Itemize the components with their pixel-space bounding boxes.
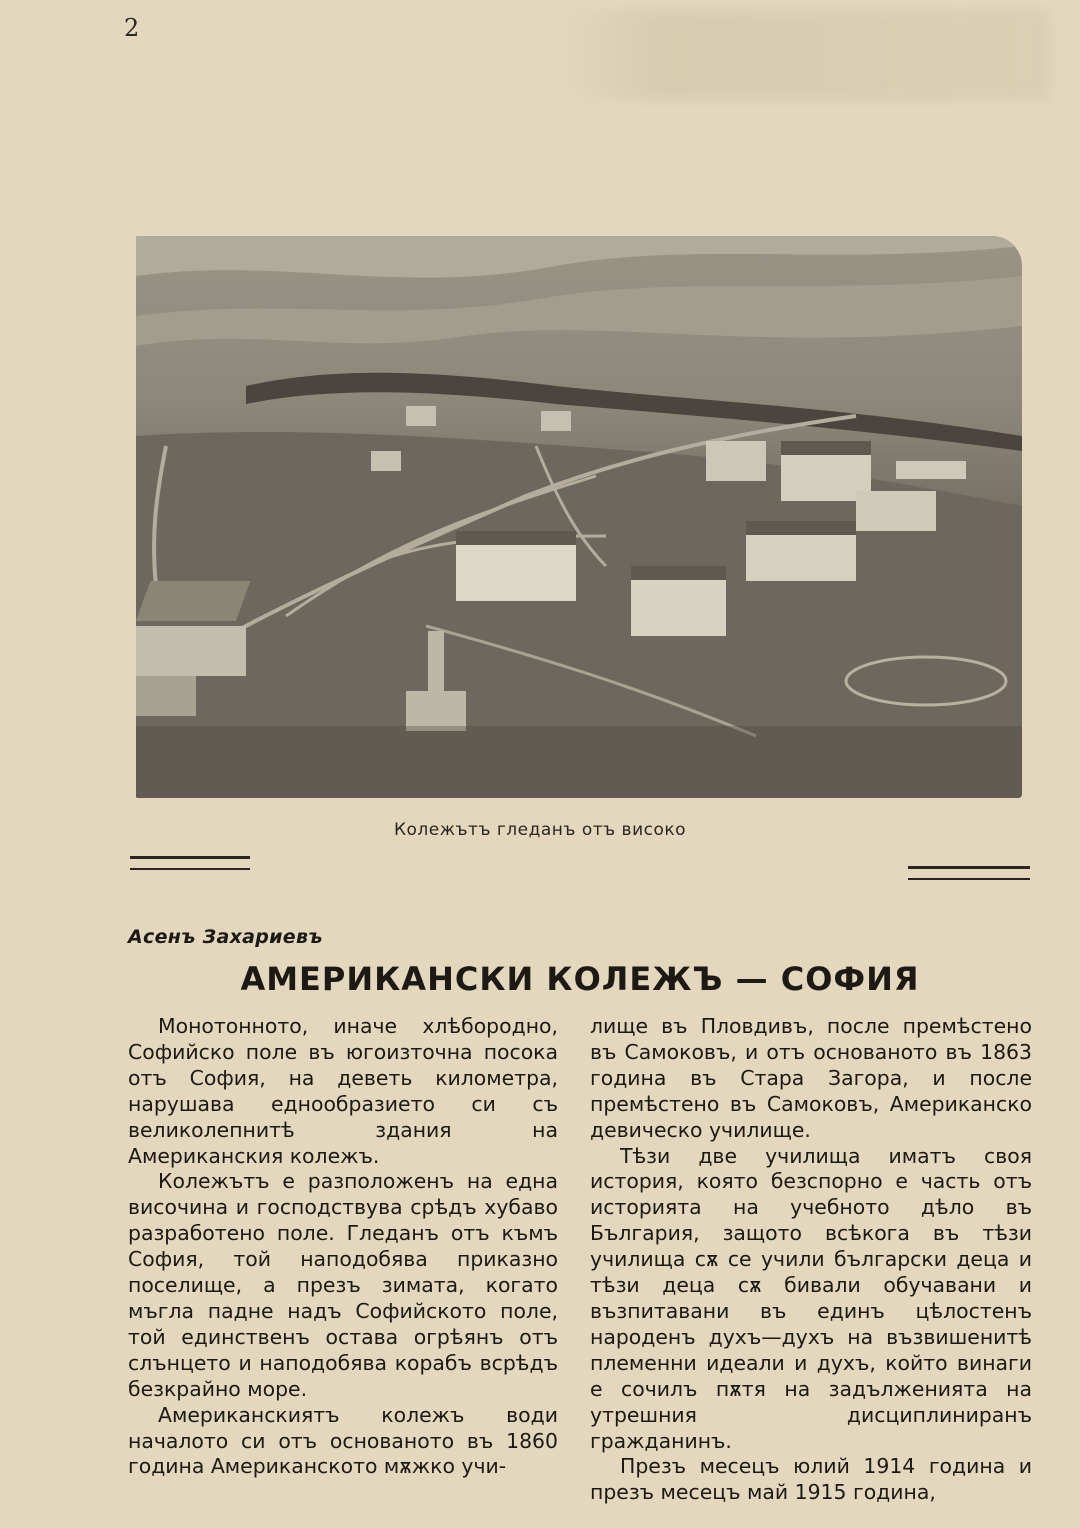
article-column-left: [128, 1014, 558, 1480]
photo-caption: Колежътъ гледанъ отъ високо: [393, 820, 687, 840]
paragraph: Американскиятъ колежъ води началото си отъ основаното въ 1860 година Американското мѫжко учи-: [128, 1402, 558, 1479]
page-number: 2: [124, 14, 140, 42]
paragraph: Колежътъ е разположенъ на една височина и господствува срѣдъ хубаво разработено поле. Гледанъ отъ къмъ София, той наподобява приказно поселище, а презъ зимата, когато мъгла падне надъ Софийското поле, той единственъ остава огрѣянъ отъ слънцето и наподобява корабъ всрѣдъ безкрайно море.: [128, 1169, 558, 1401]
article-title: АМЕРИКАНСКИ КОЛЕЖЪ — СОФИЯ: [240, 960, 920, 998]
article-author: Асенъ Захариевъ: [128, 926, 323, 948]
paragraph: Монотонното, иначе хлѣбородно, Софийско поле въ югоизточна посока отъ София, на деветь километра, нарушава еднообразието си съ великолепнитѣ здания на Американския колежъ.: [128, 1014, 558, 1168]
article-column-right: [590, 1014, 1032, 1506]
decorative-rule-left: [130, 856, 250, 870]
campus-aerial-photo: [136, 236, 1022, 798]
bleed-through-shadow: [560, 10, 1050, 100]
decorative-rule-right: [908, 866, 1030, 880]
paragraph: Тѣзи две училища иматъ своя история, която безспорно е часть отъ историята на учебното дѣло въ България, защото всѣкога въ тѣзи училища сѫ се учили български деца и тѣзи деца сѫ бивали обучавани и възпитавани въ единъ цѣлостенъ народенъ духъ—духъ на възвишенитѣ племенни идеали и духъ, който винаги е сочилъ пѫтя на задълженията на утрешния дисциплиниранъ гражданинъ.: [590, 1143, 1032, 1453]
paragraph: лище въ Пловдивъ, после премѣстено въ Самоковъ, и отъ основаното въ 1863 година въ Стара Загора, и после премѣстено въ Самоковъ, Американско девическо училище.: [590, 1014, 1032, 1142]
paragraph: Презъ месецъ юлий 1914 година и презъ месецъ май 1915 година,: [590, 1454, 1032, 1505]
